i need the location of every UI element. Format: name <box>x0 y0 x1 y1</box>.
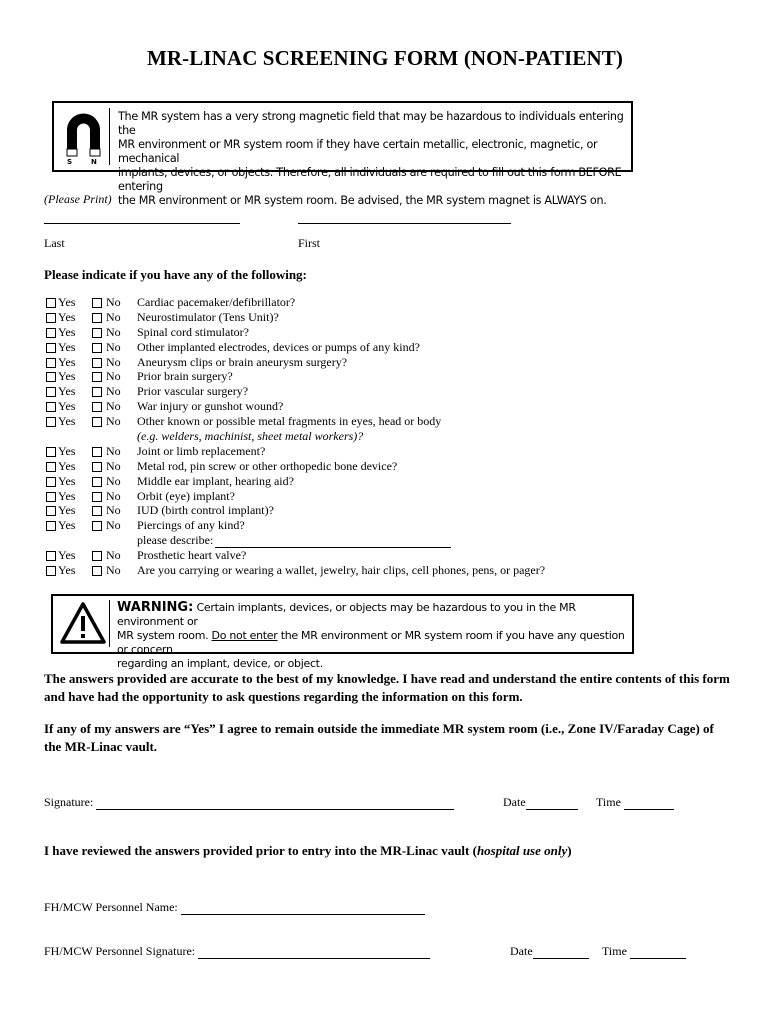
yes-label: Yes <box>58 324 76 339</box>
no-checkbox[interactable] <box>92 492 102 502</box>
yes-label: Yes <box>58 414 76 429</box>
no-label: No <box>106 339 121 354</box>
no-label: No <box>106 563 121 578</box>
question-row <box>44 384 744 399</box>
yes-label: Yes <box>58 399 76 414</box>
question-row <box>44 310 744 325</box>
question-row <box>44 355 744 370</box>
no-label: No <box>106 295 121 309</box>
yes-label: Yes <box>58 563 76 578</box>
no-label: No <box>106 399 121 414</box>
yes-checkbox[interactable] <box>46 372 56 382</box>
question-row <box>44 325 744 340</box>
question-text: IUD (birth control implant)? <box>137 503 274 518</box>
magnet-icon <box>58 108 109 165</box>
question-text: Prosthetic heart valve? <box>137 548 247 563</box>
question-text: Metal rod, pin screw or other orthopedic bone device? <box>137 458 398 473</box>
no-label: No <box>106 488 121 503</box>
yes-label: Yes <box>58 488 76 503</box>
magnet-notice-text <box>118 110 628 208</box>
question-text: Other implanted electrodes, devices or pumps of any kind? <box>137 339 420 354</box>
yes-label: Yes <box>58 503 76 518</box>
yes-label: Yes <box>58 369 76 384</box>
signature-date-row <box>503 795 578 810</box>
first-name-field[interactable] <box>298 223 511 224</box>
magnet-icon-frame <box>58 108 110 165</box>
yes-checkbox[interactable] <box>46 343 56 353</box>
no-checkbox[interactable] <box>92 506 102 516</box>
date-label: Date <box>503 795 526 809</box>
yes-checkbox[interactable] <box>46 387 56 397</box>
yes-checkbox[interactable] <box>46 417 56 427</box>
yes-label: Yes <box>58 339 76 354</box>
no-label: No <box>106 548 121 563</box>
date-label: Date <box>510 944 533 958</box>
question-text: Spinal cord stimulator? <box>137 324 249 339</box>
question-row <box>44 503 744 518</box>
question-continuation <box>44 533 744 548</box>
no-label: No <box>106 458 121 473</box>
personnel-date-field[interactable] <box>533 946 589 959</box>
please-print-note: (Please Print) <box>44 192 112 206</box>
question-text: Cardiac pacemaker/defibrillator? <box>137 295 296 309</box>
question-row <box>44 518 744 533</box>
question-row <box>44 444 744 459</box>
yes-checkbox[interactable] <box>46 298 56 308</box>
warning-box <box>51 594 634 670</box>
warning-label: WARNING: <box>117 600 194 615</box>
reviewed-close: ) <box>567 843 572 858</box>
question-text: Middle ear implant, hearing aid? <box>137 473 294 488</box>
question-text: Neurostimulator (Tens Unit)? <box>137 309 279 324</box>
question-row <box>44 399 744 414</box>
warning-text <box>117 601 627 671</box>
form-title: MR-LINAC SCREENING FORM (NON-PATIENT) <box>147 46 623 70</box>
no-label: No <box>106 369 121 384</box>
signature-label: Signature: <box>44 795 94 809</box>
warning-line <box>117 629 627 657</box>
last-name-label: Last <box>44 236 65 250</box>
personnel-time-field[interactable] <box>630 946 686 959</box>
personnel-name-field[interactable] <box>181 902 425 915</box>
question-row <box>44 548 744 563</box>
warning-text-3: the MR environment or MR system room if you have any question or concern <box>117 629 625 656</box>
no-label: No <box>106 309 121 324</box>
no-checkbox[interactable] <box>92 521 102 531</box>
question-text: Joint or limb replacement? <box>137 443 266 458</box>
svg-text:N: N <box>91 158 97 165</box>
question-text: Orbit (eye) implant? <box>137 488 235 503</box>
personnel-signature-row <box>44 944 430 959</box>
no-checkbox[interactable] <box>92 402 102 412</box>
signature-field[interactable] <box>96 797 454 810</box>
no-label: No <box>106 414 121 429</box>
no-label: No <box>106 503 121 518</box>
warning-line <box>117 601 627 629</box>
question-text: Prior brain surgery? <box>137 369 233 384</box>
warning-line: regarding an implant, device, or object. <box>117 657 323 670</box>
question-row <box>44 474 744 489</box>
no-label: No <box>106 384 121 399</box>
time-label: Time <box>596 795 621 809</box>
warning-triangle-icon <box>57 600 109 647</box>
warning-icon-frame <box>57 600 110 647</box>
indicate-heading: Please indicate if you have any of the following: <box>44 267 307 282</box>
personnel-name-label: FH/MCW Personnel Name: <box>44 900 178 914</box>
yes-checkbox[interactable] <box>46 447 56 457</box>
personnel-time-row <box>602 944 686 959</box>
piercings-describe <box>137 533 451 548</box>
yes-checkbox[interactable] <box>46 506 56 516</box>
yes-checkbox[interactable] <box>46 492 56 502</box>
magnet-notice-line: the MR environment or MR system room. Be advised, the MR system magnet is ALWAYS on. <box>118 194 607 207</box>
no-checkbox[interactable] <box>92 447 102 457</box>
yes-checkbox[interactable] <box>46 328 56 338</box>
yes-label: Yes <box>58 384 76 399</box>
questions-list <box>44 295 744 578</box>
magnet-notice-line: The MR system has a very strong magnetic field that may be hazardous to individuals entering the <box>118 110 624 137</box>
signature-row <box>44 795 454 810</box>
no-checkbox[interactable] <box>92 477 102 487</box>
question-row <box>44 369 744 384</box>
date-field[interactable] <box>526 797 578 810</box>
personnel-name-row <box>44 900 425 915</box>
first-name-label: First <box>298 236 321 250</box>
no-checkbox[interactable] <box>92 298 102 308</box>
question-row <box>44 295 744 310</box>
magnet-notice-line: MR environment or MR system room if they have certain metallic, electronic, magnetic, or mechanical <box>118 138 598 165</box>
piercings-describe-field[interactable] <box>215 536 451 548</box>
question-text: Prior vascular surgery? <box>137 384 249 399</box>
magnet-notice-line: implants, devices, or objects. Therefore, all individuals are required to fill out this form BEFORE entering <box>118 166 622 193</box>
yes-label: Yes <box>58 458 76 473</box>
personnel-signature-label: FH/MCW Personnel Signature: <box>44 944 196 958</box>
svg-text:S: S <box>67 158 73 165</box>
attestation-remain-outside: If any of my answers are “Yes” I agree to remain outside the immediate MR system room (i.e., Zone IV/Faraday Cage) of the MR-Linac vault. <box>44 721 714 754</box>
no-label: No <box>106 354 121 369</box>
yes-label: Yes <box>58 548 76 563</box>
question-row <box>44 340 744 355</box>
personnel-signature-field[interactable] <box>198 946 430 959</box>
yes-checkbox[interactable] <box>46 358 56 368</box>
no-checkbox[interactable] <box>92 417 102 427</box>
no-label: No <box>106 518 121 533</box>
yes-label: Yes <box>58 309 76 324</box>
yes-checkbox[interactable] <box>46 551 56 561</box>
no-checkbox[interactable] <box>92 462 102 472</box>
yes-label: Yes <box>58 473 76 488</box>
question-row <box>44 489 744 504</box>
yes-checkbox[interactable] <box>46 313 56 323</box>
time-field[interactable] <box>624 797 674 810</box>
piercings-describe-label: please describe: <box>137 533 214 548</box>
no-checkbox[interactable] <box>92 358 102 368</box>
reviewed-statement <box>44 843 572 859</box>
no-checkbox[interactable] <box>92 372 102 382</box>
yes-checkbox[interactable] <box>46 477 56 487</box>
question-row <box>44 563 744 578</box>
last-name-field[interactable] <box>44 223 240 224</box>
no-label: No <box>106 473 121 488</box>
question-continuation <box>44 429 744 444</box>
no-label: No <box>106 324 121 339</box>
question-row <box>44 414 744 429</box>
attestation-accuracy: The answers provided are accurate to the best of my knowledge. I have read and understand the entire contents of this form and have had the opportunity to ask questions regarding the information on this form. <box>44 671 730 704</box>
reviewed-text: I have reviewed the answers provided prior to entry into the MR-Linac vault ( <box>44 843 477 858</box>
question-text: Aneurysm clips or brain aneurysm surgery? <box>137 354 348 369</box>
yes-checkbox[interactable] <box>46 566 56 576</box>
hospital-use-only: hospital use only <box>476 843 568 858</box>
yes-label: Yes <box>58 518 76 533</box>
personnel-date-row <box>510 944 589 959</box>
question-text: Other known or possible metal fragments in eyes, head or body <box>137 414 442 429</box>
yes-checkbox[interactable] <box>46 521 56 531</box>
no-checkbox[interactable] <box>92 343 102 353</box>
no-checkbox[interactable] <box>92 387 102 397</box>
no-checkbox[interactable] <box>92 328 102 338</box>
question-text: Piercings of any kind? <box>137 518 245 533</box>
question-row <box>44 459 744 474</box>
no-checkbox[interactable] <box>92 551 102 561</box>
warning-text-2: MR system room. <box>117 629 212 642</box>
warning-text-1: Certain implants, devices, or objects may be hazardous to you in the MR environment or <box>117 601 576 628</box>
no-checkbox[interactable] <box>92 313 102 323</box>
do-not-enter-text: Do not enter <box>211 629 278 642</box>
metal-fragments-example: (e.g. welders, machinist, sheet metal workers)? <box>137 429 364 444</box>
signature-time-row <box>596 795 674 810</box>
yes-checkbox[interactable] <box>46 402 56 412</box>
time-label: Time <box>602 944 627 958</box>
yes-label: Yes <box>58 295 76 309</box>
no-label: No <box>106 443 121 458</box>
question-text: War injury or gunshot wound? <box>137 399 284 414</box>
yes-checkbox[interactable] <box>46 462 56 472</box>
no-checkbox[interactable] <box>92 566 102 576</box>
yes-label: Yes <box>58 354 76 369</box>
yes-label: Yes <box>58 443 76 458</box>
question-text: Are you carrying or wearing a wallet, jewelry, hair clips, cell phones, pens, or pager? <box>137 563 546 578</box>
